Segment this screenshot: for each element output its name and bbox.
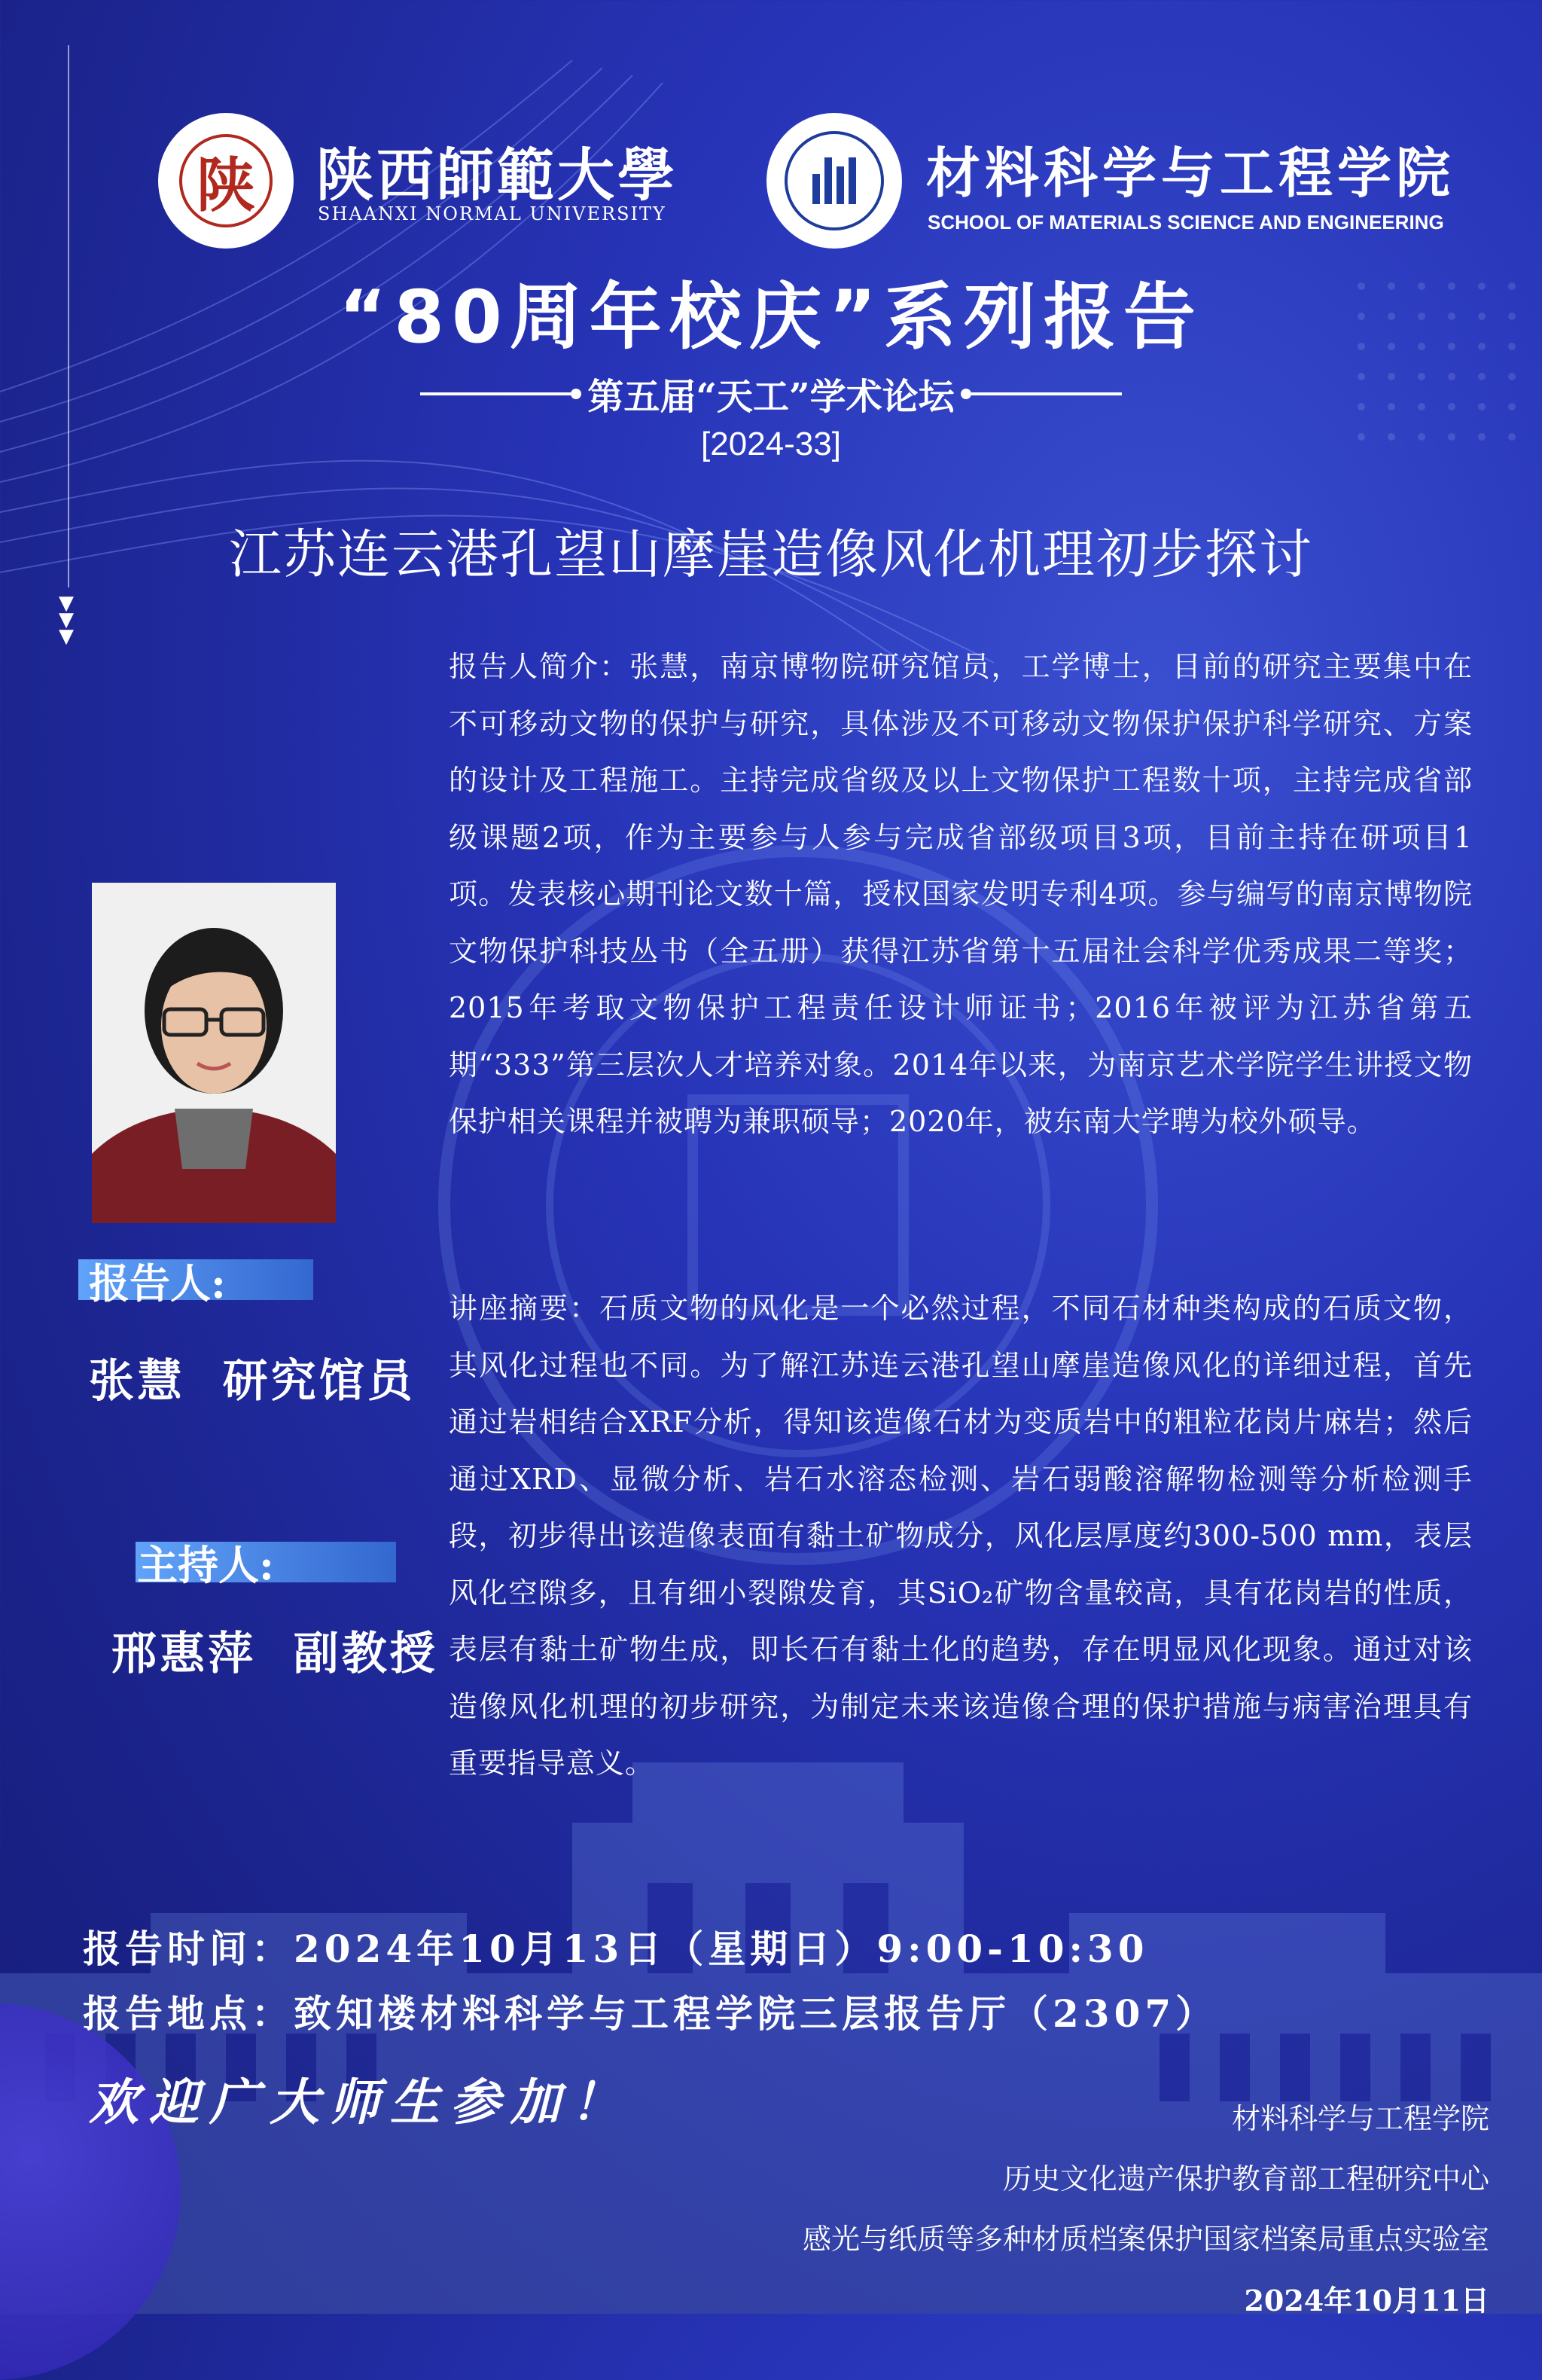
snu-logo xyxy=(158,113,294,249)
main-title: “80周年校庆”系列报告 xyxy=(339,275,1203,359)
divider-dot-right xyxy=(961,389,971,399)
organizer-research-center: 历史文化遗产保护教育部工程研究中心 xyxy=(1002,2162,1489,2195)
divider-dot-left xyxy=(571,389,581,399)
organizer-key-lab: 感光与纸质等多种材质档案保护国家档案局重点实验室 xyxy=(802,2223,1489,2256)
report-topic: 江苏连云港孔望山摩崖造像风化机理初步探讨 xyxy=(229,523,1313,585)
lecture-abstract: 讲座摘要：石质文物的风化是一个必然过程，不同石材种类构成的石质文物，其风化过程也不同。为了解江苏连云港孔望山摩崖造像风化的详细过程，首先通过岩相结合XRF分析，得知该造像石材为变质岩中的粗粒花岗片麻岩；然后通过XRD、显微分析、岩石水溶态检测、岩石弱酸溶解物检测等分析检测手段，初步得出该造像表面有黏土矿物成分，风化层厚度约300-500 mm，表层风化空隙多，且有细小裂隙发育，其SiO₂矿物含量较高，具有花岗岩的性质，表层有黏土矿物生成，即长石有黏土化的趋势，存在明显风化现象。通过对该造像风化机理的初步研究，为制定未来该造像合理的保护措施与病害治理具有重要指导意义。 xyxy=(449,1292,1473,1780)
divider-line-left xyxy=(420,392,571,395)
speaker-photo xyxy=(92,883,336,1223)
divider-line-right xyxy=(971,392,1122,395)
report-code: [2024-33] xyxy=(701,426,841,462)
host-name: 邢惠萍 副教授 xyxy=(111,1628,438,1680)
snu-seal-icon xyxy=(179,134,273,227)
publish-date: 2024年10月11日 xyxy=(1244,2284,1489,2317)
triple-down-arrow-icon: ▼ ▼ ▼ xyxy=(59,592,74,648)
speaker-name: 张慧 研究馆员 xyxy=(89,1355,416,1408)
snu-english-name: SHAANXI NORMAL UNIVERSITY xyxy=(318,203,666,224)
speaker-bio: 报告人简介：张慧，南京博物院研究馆员，工学博士，目前的研究主要集中在不可移动文物的保护与研究，具体涉及不可移动文物保护保护科学研究、方案的设计及工程施工。主持完成省级及以上文物保护工程数十项，主持完成省部级课题2项，作为主要参与人参与完成省部级项目3项，目前主持在研项目1项。发表核心期刊论文数十篇，授权国家发明专利4项。参与编写的南京博物院文物保护科技丛书（全五册）获得江苏省第十五届社会科学优秀成果二等奖；2015年考取文物保护工程责任设计师证书；2016年被评为江苏省第五期“333”第三层次人才培养对象。2014年以来，为南京艺术学院学生讲授文物保护相关课程并被聘为兼职硕导；2020年，被东南大学聘为校外硕导。 xyxy=(449,650,1473,1138)
school-english-name: SCHOOL OF MATERIALS SCIENCE AND ENGINEERING xyxy=(928,211,1444,233)
speaker-label: 报告人: xyxy=(89,1259,226,1307)
school-name: 材料科学与工程学院 xyxy=(926,141,1455,205)
mse-logo xyxy=(766,113,902,249)
snu-name: 陕西師範大學 xyxy=(316,142,678,209)
event-place: 报告地点：致知楼材料科学与工程学院三层报告厅（2307） xyxy=(83,1991,1218,2036)
snu-logo-character: 陕 xyxy=(196,151,255,220)
speaker-portrait-image xyxy=(92,883,336,1223)
forum-subtitle: 第五届“天工”学术论坛 xyxy=(587,376,955,418)
welcome-message: 欢迎广大师生参加！ xyxy=(89,2073,631,2131)
organizer-school: 材料科学与工程学院 xyxy=(1231,2102,1489,2135)
host-label: 主持人: xyxy=(137,1541,274,1589)
event-time: 报告时间：2024年10月13日（星期日）9:00-10:30 xyxy=(83,1927,1149,1971)
mse-emblem-icon xyxy=(785,131,884,230)
forum-subtitle-row xyxy=(0,368,1542,420)
